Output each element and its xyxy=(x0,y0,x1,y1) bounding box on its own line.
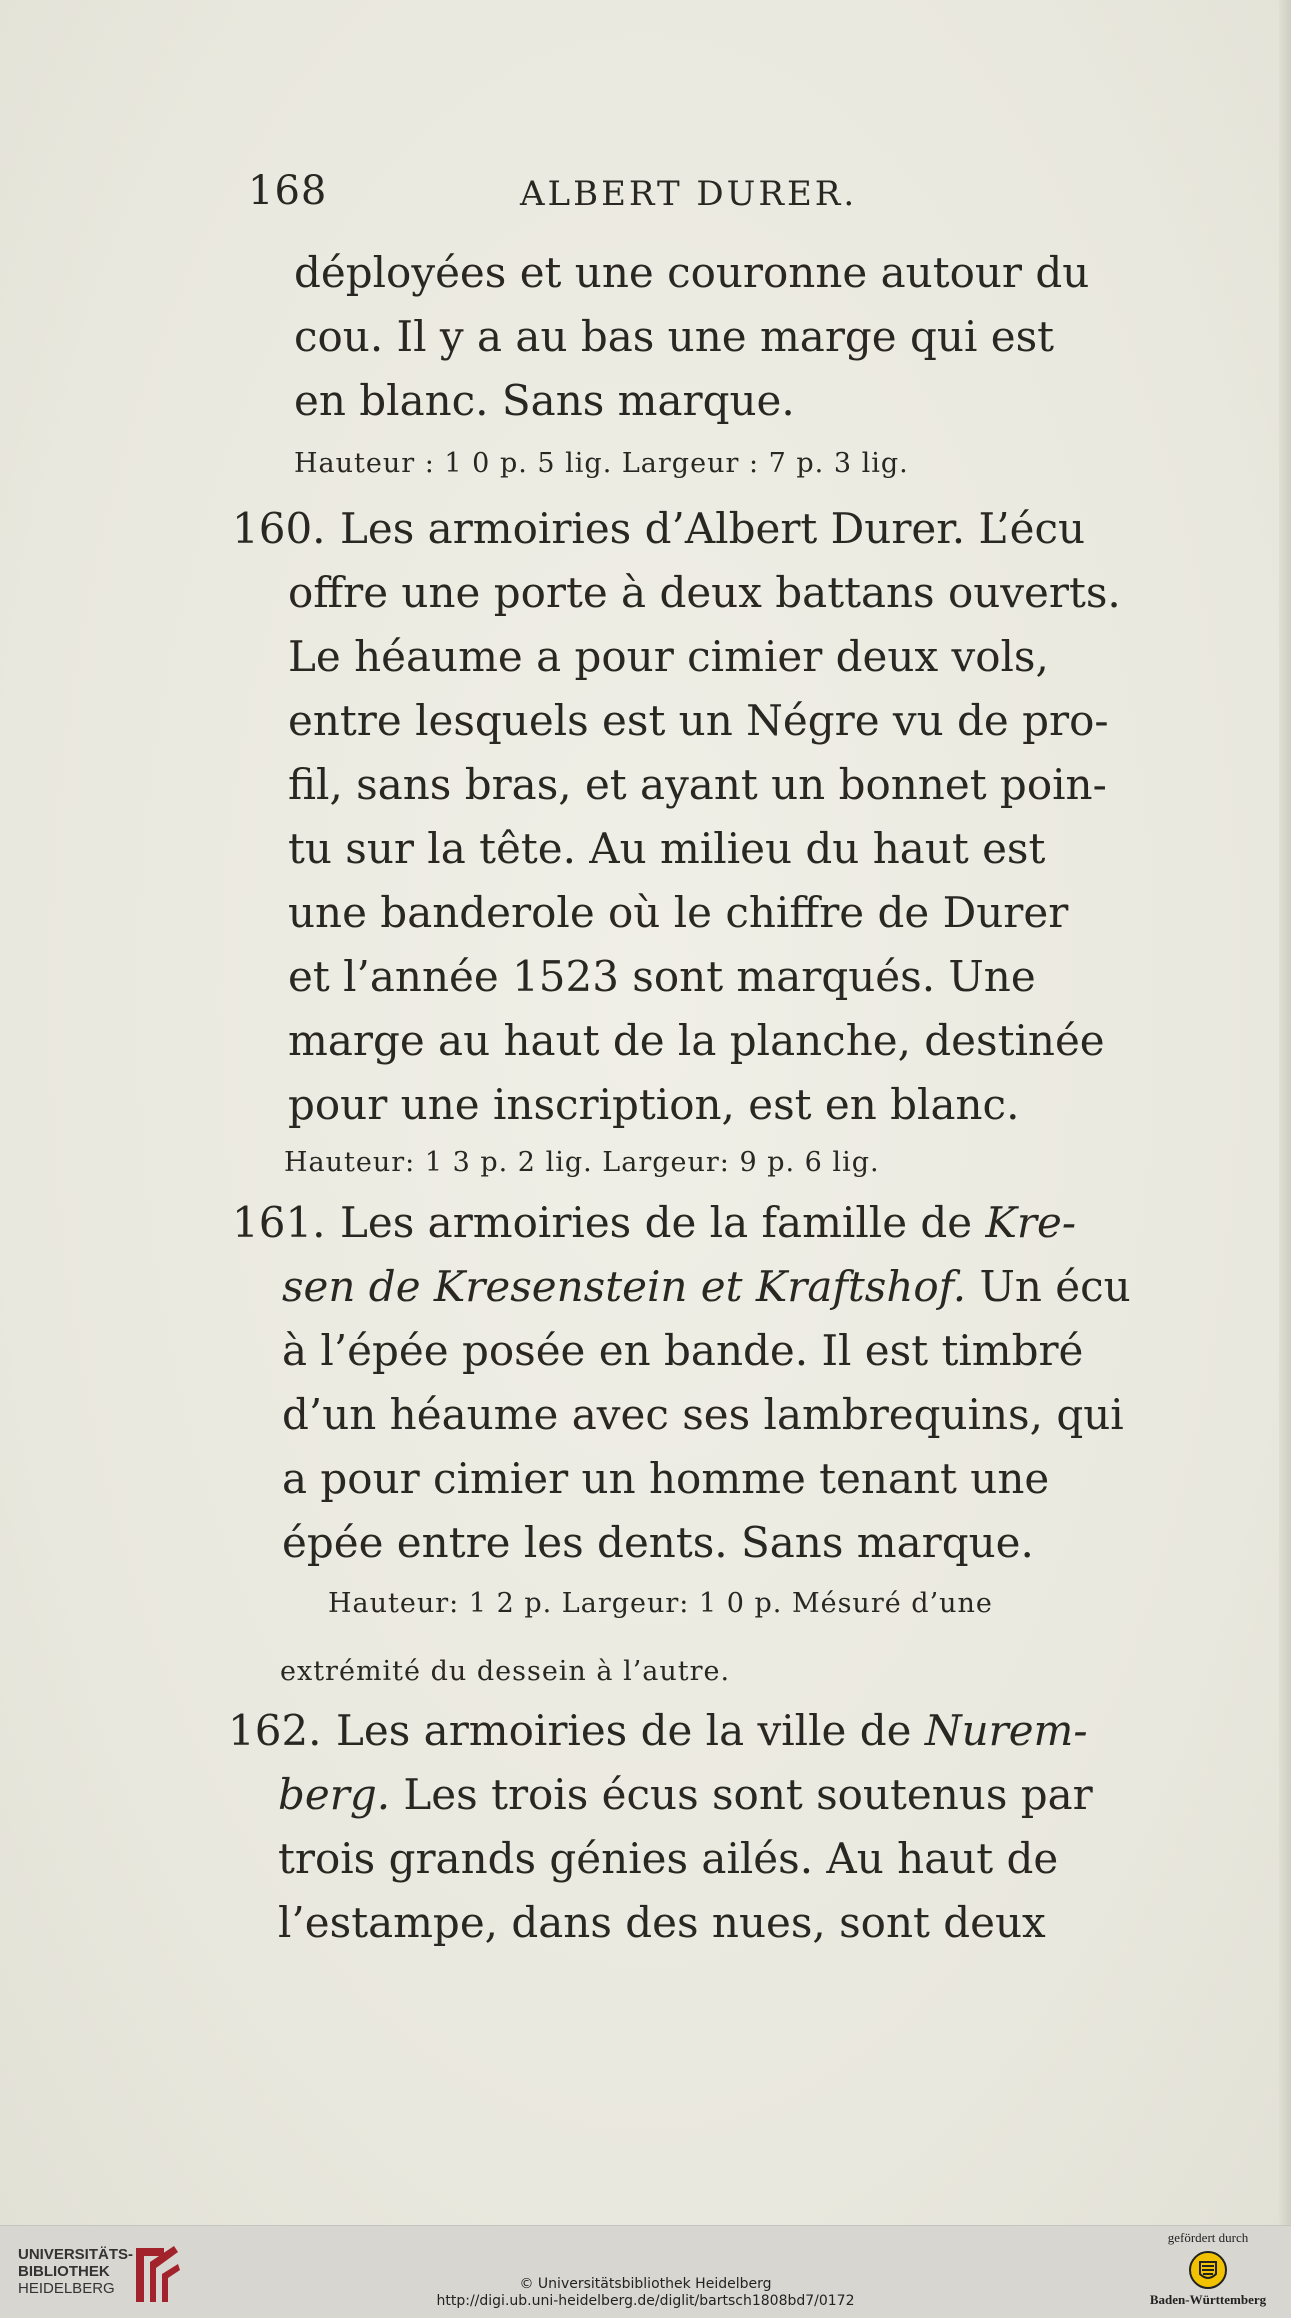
text-line: marge au haut de la planche, destinée xyxy=(288,1016,1105,1065)
text-line: Les armoiries de la ville de Nurem- xyxy=(336,1706,1088,1755)
text-line: et l’année 1523 sont marqués. Une xyxy=(288,952,1036,1001)
entry-161-number: 161. xyxy=(232,1198,326,1247)
source-url[interactable]: http://digi.ub.uni-heidelberg.de/diglit/bartsch1808bd7/0172 xyxy=(436,2293,855,2309)
footer-bar xyxy=(0,2225,1291,2318)
dimensions-line: Hauteur: 1 3 p. 2 lig. Largeur: 9 p. 6 lig. xyxy=(284,1147,880,1178)
text-line: Les armoiries de la famille de Kre- xyxy=(340,1198,1077,1247)
text-line: sen de Kresenstein et Kraftshof. Un écu xyxy=(282,1262,1131,1311)
text-line: d’un héaume avec ses lambrequins, qui xyxy=(282,1390,1124,1439)
dimensions-line: extrémité du dessein à l’autre. xyxy=(280,1656,731,1687)
text-line: pour une inscription, est en blanc. xyxy=(288,1080,1020,1129)
page-edge xyxy=(1279,0,1291,2225)
text-line: l’estampe, dans des nues, sont deux xyxy=(278,1898,1046,1947)
page-number: 168 xyxy=(248,168,328,214)
text-line: épée entre les dents. Sans marque. xyxy=(282,1518,1034,1567)
library-name: UNIVERSITÄTS- BIBLIOTHEK HEIDELBERG xyxy=(18,2246,134,2297)
text-line: en blanc. Sans marque. xyxy=(294,376,795,425)
sponsor-label: gefördert durch xyxy=(1167,2230,1249,2245)
text-line: déployées et une couronne autour du xyxy=(294,248,1090,297)
text-line: a pour cimier un homme tenant une xyxy=(282,1454,1050,1503)
state-seal-icon xyxy=(1188,2250,1228,2290)
entry-160-number: 160. xyxy=(232,504,326,553)
dimensions-line: Hauteur: 1 2 p. Largeur: 1 0 p. Mésuré d’une xyxy=(328,1588,993,1619)
entry-162-number: 162. xyxy=(228,1706,322,1755)
running-title: ALBERT DURER. xyxy=(520,174,858,214)
text-line: Les armoiries d’Albert Durer. L’écu xyxy=(340,504,1086,553)
text-line: une banderole où le chiffre de Durer xyxy=(288,888,1069,937)
text-line: offre une porte à deux battans ouverts. xyxy=(288,568,1121,617)
copyright-block xyxy=(0,2276,1291,2310)
text-line: cou. Il y a au bas une marge qui est xyxy=(294,312,1055,361)
copyright-text: © Universitätsbibliothek Heidelberg xyxy=(519,2276,772,2292)
text-line: Le héaume a pour cimier deux vols, xyxy=(288,632,1049,681)
sponsor-block xyxy=(1143,2230,1273,2308)
text-line: entre lesquels est un Négre vu de pro- xyxy=(288,696,1109,745)
text-line: fil, sans bras, et ayant un bonnet poin- xyxy=(288,760,1107,809)
text-line: trois grands génies ailés. Au haut de xyxy=(278,1834,1059,1883)
text-line: tu sur la tête. Au milieu du haut est xyxy=(288,824,1046,873)
dimensions-line: Hauteur : 1 0 p. 5 lig. Largeur : 7 p. 3 lig. xyxy=(294,448,909,479)
sponsor-name: Baden-Württemberg xyxy=(1149,2292,1267,2307)
text-line: à l’épée posée en bande. Il est timbré xyxy=(282,1326,1084,1375)
text-line: berg. Les trois écus sont soutenus par xyxy=(278,1770,1093,1819)
